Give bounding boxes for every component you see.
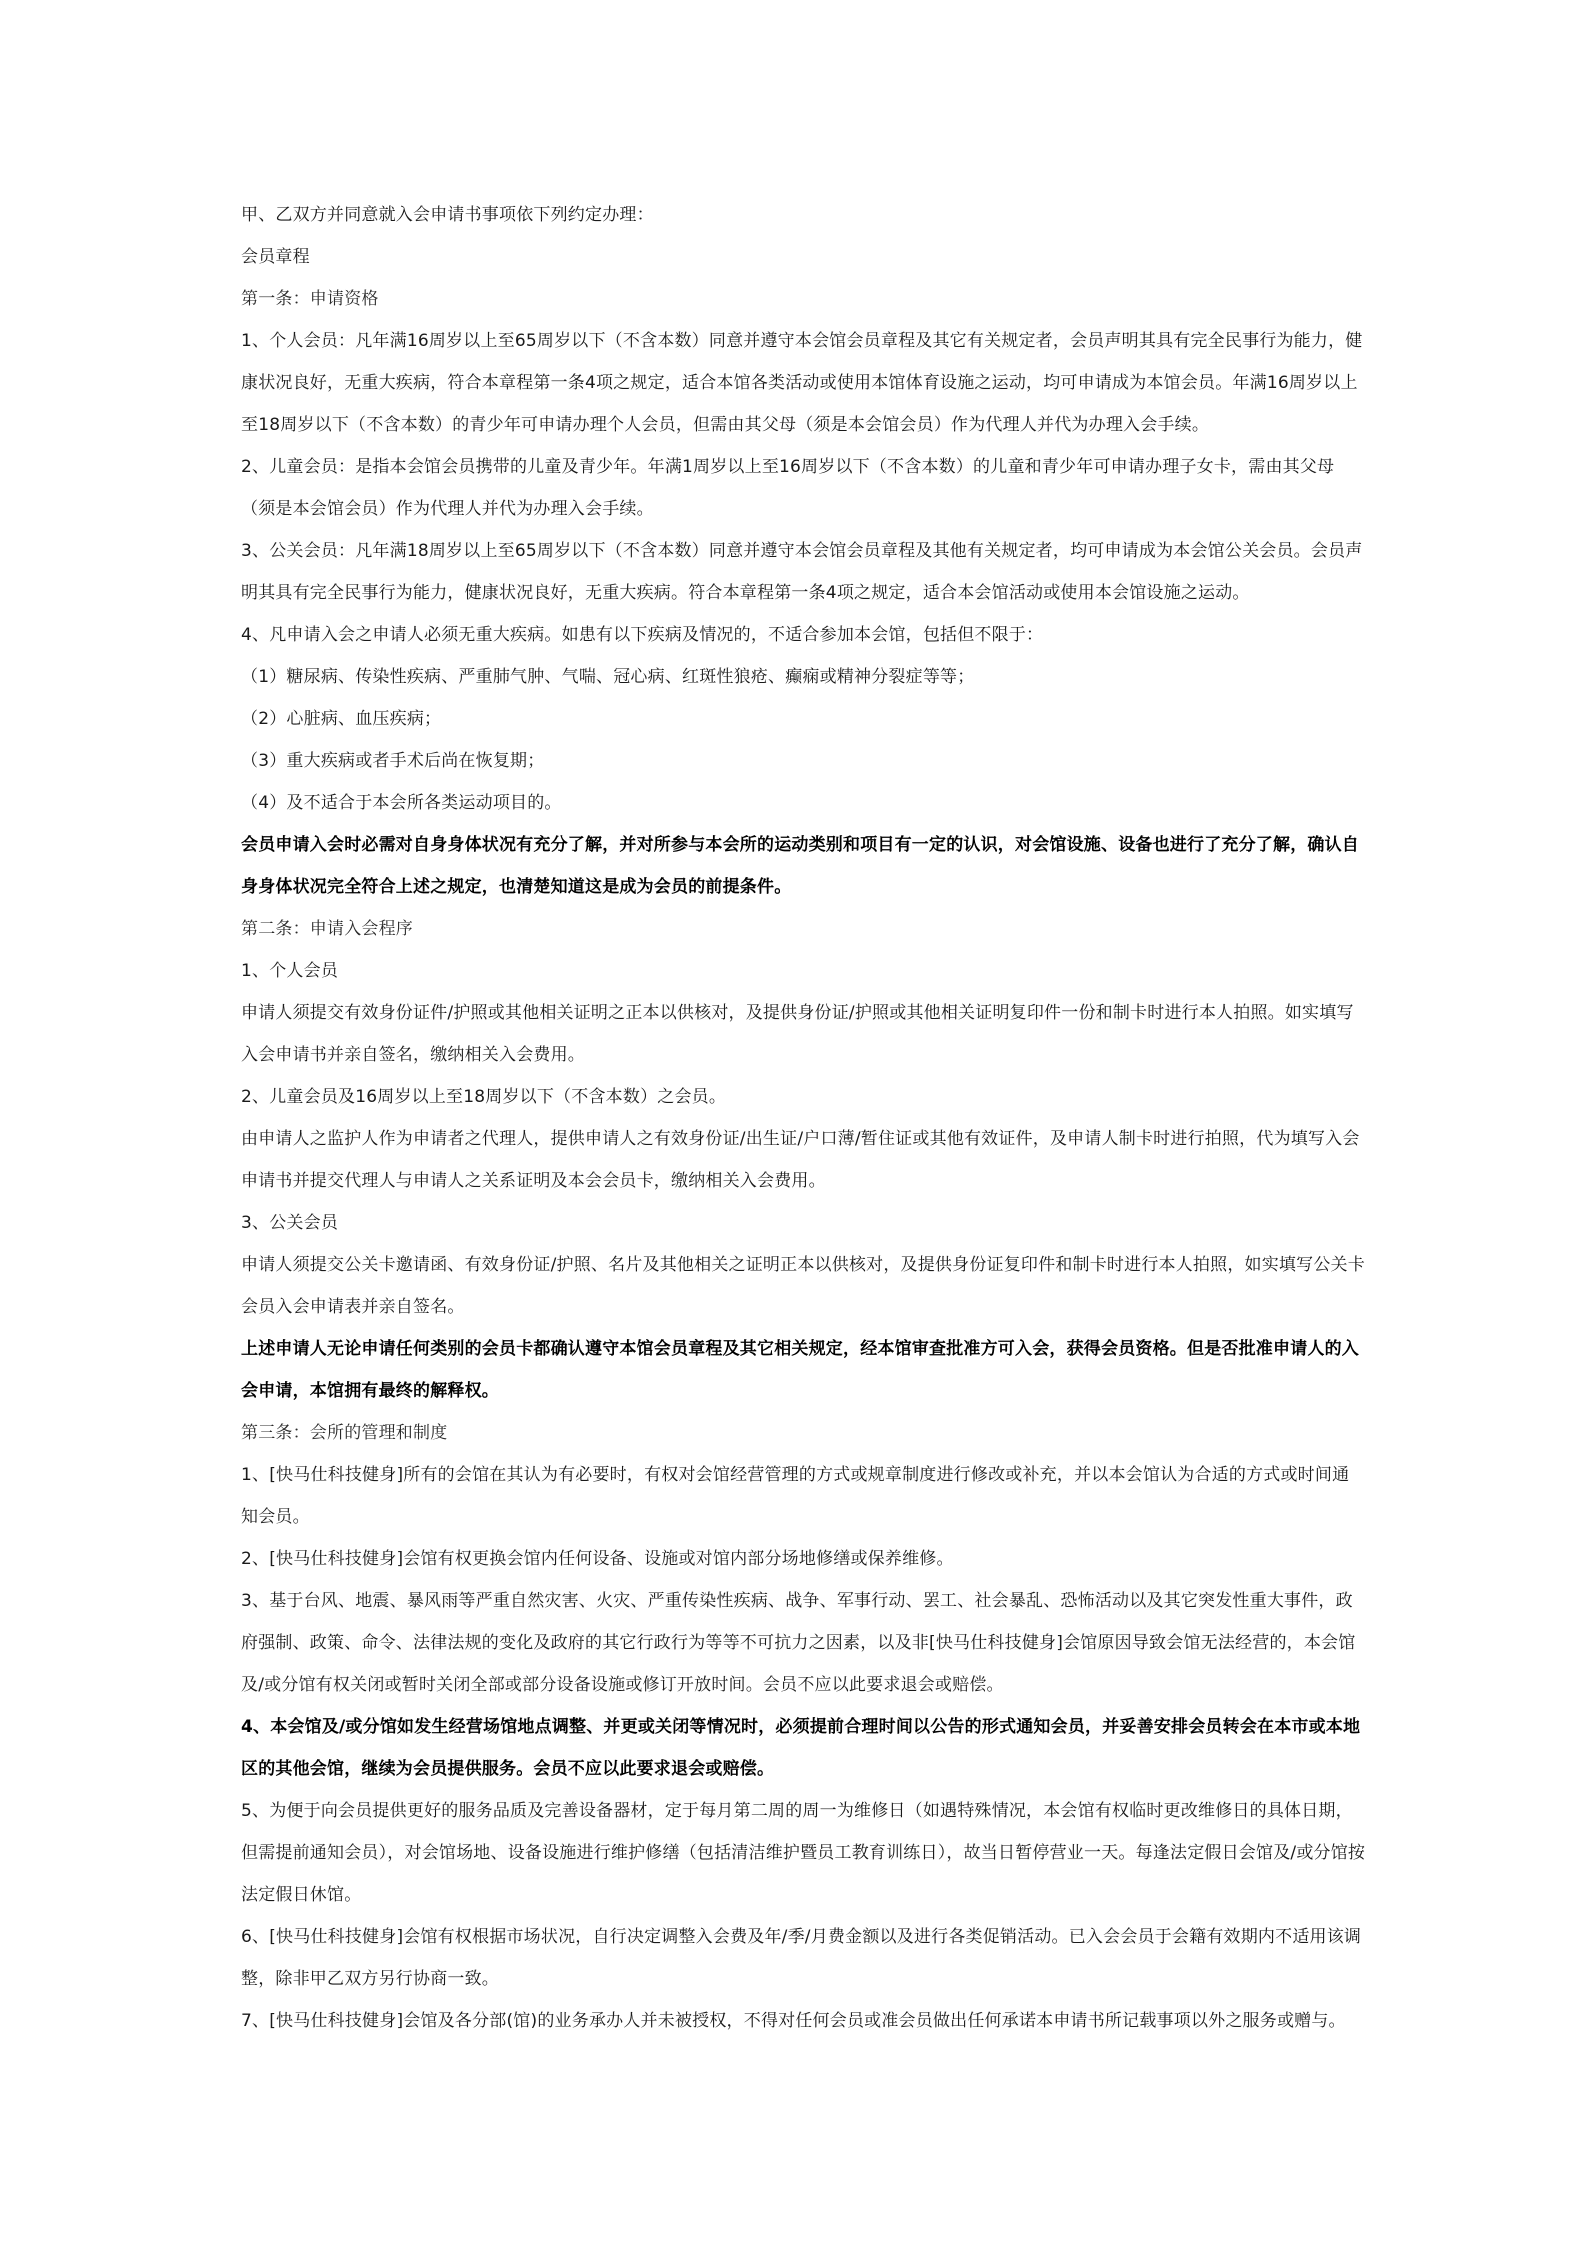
- section1-heading: 第一条：申请资格: [241, 289, 379, 309]
- disease-item-4: （4）及不适合于本会所各类运动项目的。: [241, 793, 562, 813]
- document-title: 会员章程: [241, 247, 310, 267]
- section3-paragraph-3: 3、基于台风、地震、暴风雨等严重自然灾害、火灾、严重传染性疾病、战争、军事行动、罢工、社会暴乱、恐怖活动以及其它突发性重大事件，政府强制、政策、命令、法律法规的变化及政府的其它行政行为等等不可抗力之因素，以及非[快马仕科技健身]会馆原因导致会馆无法经营的，本会馆及/或分馆有权关闭或暂时关闭全部或部分设备设施或修订开放时间。会员不应以此要求退会或赔偿。: [241, 1591, 1356, 1695]
- disease-item-3: （3）重大疾病或者手术后尚在恢复期；: [241, 751, 545, 771]
- disease-item-2: （2）心脏病、血压疾病；: [241, 709, 442, 729]
- section1-paragraph-1: 1、个人会员：凡年满16周岁以上至65周岁以下（不含本数）同意并遵守本会馆会员章程及其它有关规定者，会员声明其具有完全民事行为能力，健康状况良好，无重大疾病，符合本章程第一条4项之规定，适合本馆各类活动或使用本馆体育设施之运动，均可申请成为本馆会员。年满16周岁以上至18周岁以下（不含本数）的青少年可申请办理个人会员，但需由其父母（须是本会馆会员）作为代理人并代为办理入会手续。: [241, 331, 1363, 435]
- section3-heading: 第三条：会所的管理和制度: [241, 1423, 448, 1443]
- section1-paragraph-3: 3、公关会员：凡年满18周岁以上至65周岁以下（不含本数）同意并遵守本会馆会员章程及其他有关规定者，均可申请成为本会馆公关会员。会员声明其具有完全民事行为能力，健康状况良好，无重大疾病。符合本章程第一条4项之规定，适合本会馆活动或使用本会馆设施之运动。: [241, 541, 1363, 603]
- section2-bold-notice: 上述申请人无论申请任何类别的会员卡都确认遵守本馆会员章程及其它相关规定，经本馆审查批准方可入会，获得会员资格。但是否批准申请人的入会申请，本馆拥有最终的解释权。: [241, 1339, 1359, 1401]
- section2-sub2-title: 2、儿童会员及16周岁以上至18周岁以下（不含本数）之会员。: [241, 1087, 727, 1107]
- disease-item-1: （1）糖尿病、传染性疾病、严重肺气肿、气喘、冠心病、红斑性狼疮、癫痫或精神分裂症等等；: [241, 667, 975, 687]
- section2-sub2-text: 由申请人之监护人作为申请者之代理人，提供申请人之有效身份证/出生证/户口薄/暂住证或其他有效证件，及申请人制卡时进行拍照，代为填写入会申请书并提交代理人与申请人之关系证明及本会会员卡，缴纳相关入会费用。: [241, 1129, 1360, 1191]
- section2-sub1-title: 1、个人会员: [241, 961, 339, 981]
- section1-bold-notice: 会员申请入会时必需对自身身体状况有充分了解，并对所参与本会所的运动类别和项目有一定的认识，对会馆设施、设备也进行了充分了解，确认自身身体状况完全符合上述之规定，也清楚知道这是成为会员的前提条件。: [241, 835, 1359, 897]
- section1-paragraph-4: 4、凡申请入会之申请人必须无重大疾病。如患有以下疾病及情况的，不适合参加本会馆，包括但不限于：: [241, 625, 1044, 645]
- section2-sub1-text: 申请人须提交有效身份证件/护照或其他相关证明之正本以供核对，及提供身份证/护照或其他相关证明复印件一份和制卡时进行本人拍照。如实填写入会申请书并亲自签名，缴纳相关入会费用。: [241, 1003, 1354, 1065]
- section2-heading: 第二条：申请入会程序: [241, 919, 413, 939]
- section3-paragraph-7: 7、[快马仕科技健身]会馆及各分部(馆)的业务承办人并未被授权，不得对任何会员或准会员做出任何承诺本申请书所记载事项以外之服务或赠与。: [241, 2011, 1346, 2031]
- section2-sub3-title: 3、公关会员: [241, 1213, 339, 1233]
- section1-paragraph-2: 2、儿童会员：是指本会馆会员携带的儿童及青少年。年满1周岁以上至16周岁以下（不含本数）的儿童和青少年可申请办理子女卡，需由其父母（须是本会馆会员）作为代理人并代为办理入会手续。: [241, 457, 1335, 519]
- section3-paragraph-1: 1、[快马仕科技健身]所有的会馆在其认为有必要时，有权对会馆经营管理的方式或规章制度进行修改或补充，并以本会馆认为合适的方式或时间通知会员。: [241, 1465, 1350, 1527]
- section3-paragraph-4: 4、本会馆及/或分馆如发生经营场馆地点调整、并更或关闭等情况时，必须提前合理时间以公告的形式通知会员，并妥善安排会员转会在本市或本地区的其他会馆，继续为会员提供服务。会员不应以此要求退会或赔偿。: [241, 1717, 1361, 1779]
- section2-sub3-text: 申请人须提交公关卡邀请函、有效身份证/护照、名片及其他相关之证明正本以供核对，及提供身份证复印件和制卡时进行本人拍照，如实填写公关卡会员入会申请表并亲自签名。: [241, 1255, 1365, 1317]
- section3-paragraph-6: 6、[快马仕科技健身]会馆有权根据市场状况，自行决定调整入会费及年/季/月费金额以及进行各类促销活动。已入会会员于会籍有效期内不适用该调整，除非甲乙双方另行协商一致。: [241, 1927, 1362, 1989]
- intro-text: 甲、乙双方并同意就入会申请书事项依下列约定办理：: [241, 205, 654, 225]
- section3-paragraph-2: 2、[快马仕科技健身]会馆有权更换会馆内任何设备、设施或对馆内部分场地修缮或保养维修。: [241, 1549, 954, 1569]
- section3-paragraph-5: 5、为便于向会员提供更好的服务品质及完善设备器材，定于每月第二周的周一为维修日（如遇特殊情况，本会馆有权临时更改维修日的具体日期，但需提前通知会员），对会馆场地、设备设施进行维护修缮（包括清洁维护暨员工教育训练日），故当日暂停营业一天。每逢法定假日会馆及/或分馆按法定假日休馆。: [241, 1801, 1366, 1905]
